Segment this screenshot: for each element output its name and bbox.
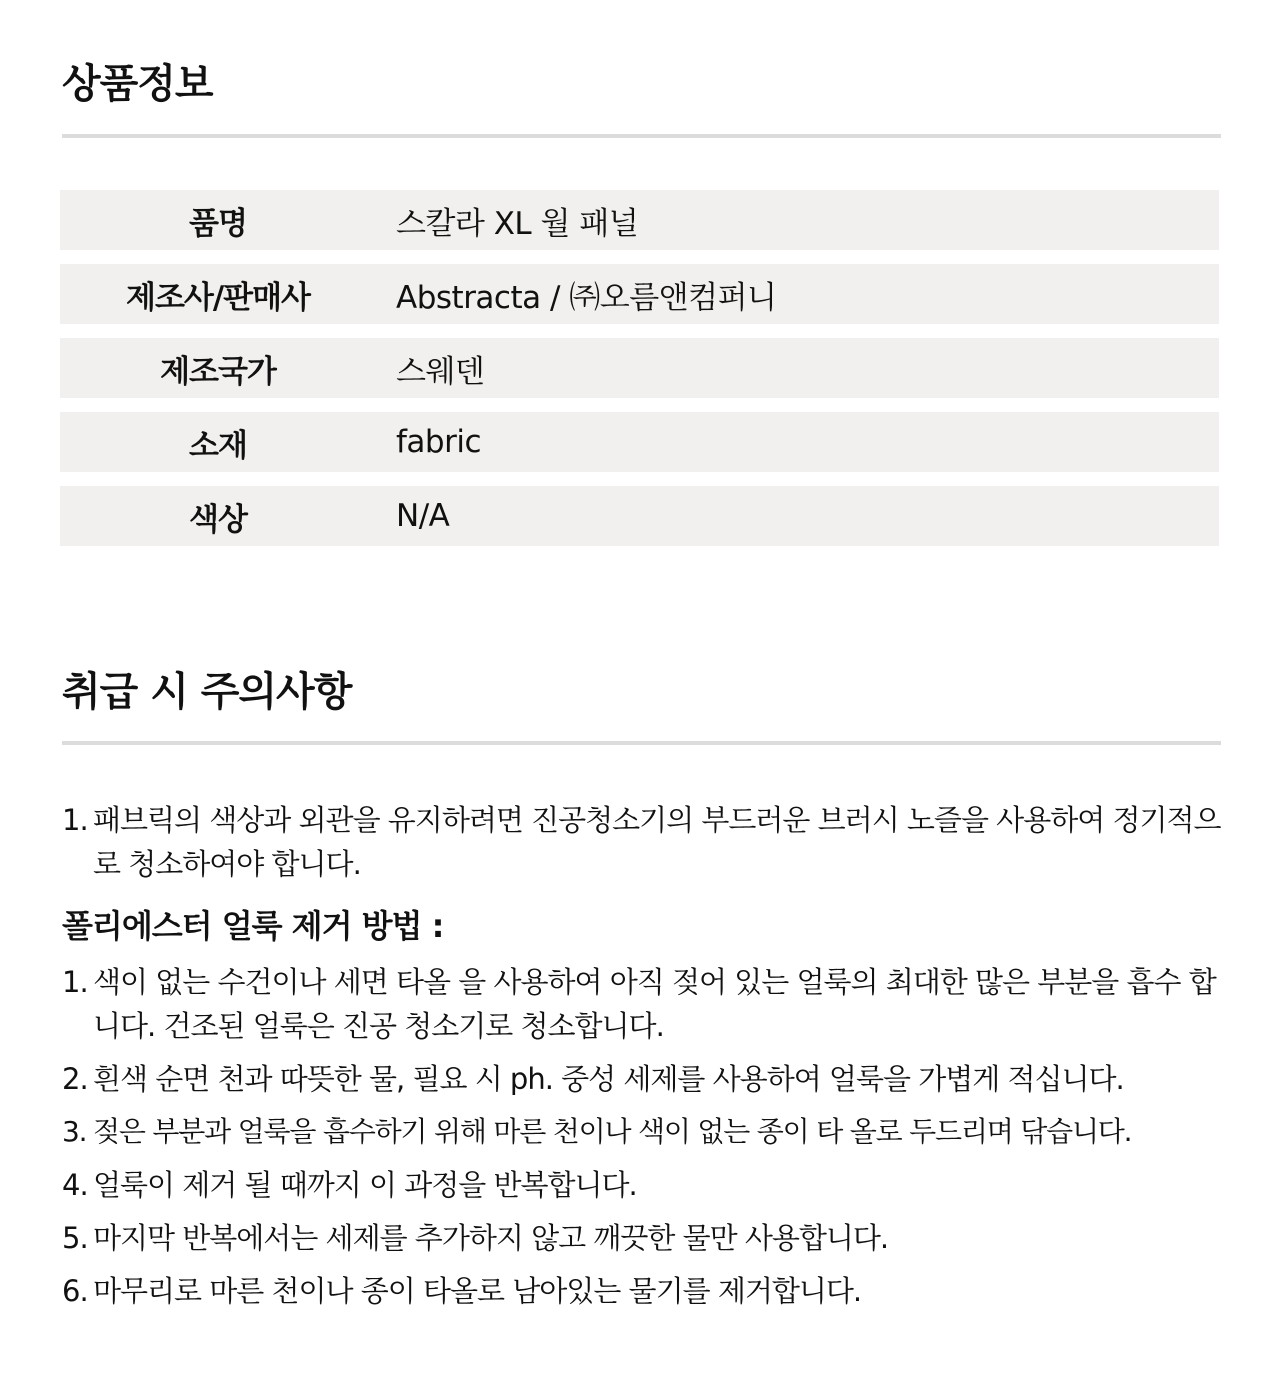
- list-number: 6.: [62, 1274, 88, 1308]
- info-value: fabric: [396, 424, 481, 460]
- care-instructions: [62, 798, 1232, 1322]
- list-item: [62, 798, 1232, 886]
- list-number: 1.: [62, 803, 88, 837]
- care-title: 취급 시 주의사항: [62, 669, 352, 715]
- info-row-color: [60, 486, 1219, 546]
- info-row-country: [60, 338, 1219, 398]
- info-row-name: [60, 190, 1219, 250]
- list-text: 마무리로 마른 천이나 종이 타올로 남아있는 물기를 제거합니다.: [93, 1274, 862, 1308]
- list-number: 1.: [62, 965, 88, 999]
- info-value: 스칼라 XL 월 패널: [396, 205, 639, 242]
- info-value: N/A: [396, 498, 450, 534]
- info-label: 품명: [189, 205, 247, 242]
- list-number: 4.: [62, 1168, 88, 1202]
- general-care-list: [62, 798, 1232, 886]
- list-item: [62, 1110, 1232, 1154]
- care-divider: [62, 741, 1221, 745]
- product-info-table: [60, 190, 1219, 560]
- stain-removal-title: 폴리에스터 얼룩 제거 방법 :: [62, 907, 444, 945]
- list-item: [62, 960, 1232, 1048]
- list-text: 패브릭의 색상과 외관을 유지하려면 진공청소기의 부드러운 브러시 노즐을 사용하여 정기적으로 청소하여야 합니다.: [93, 803, 1221, 881]
- list-number: 3.: [62, 1115, 87, 1148]
- stain-removal-list: [62, 960, 1232, 1313]
- info-value: Abstracta / ㈜오름앤컴퍼니: [396, 279, 777, 316]
- info-row-manufacturer: [60, 264, 1219, 324]
- info-label: 제조국가: [160, 353, 276, 390]
- list-text: 얼룩이 제거 될 때까지 이 과정을 반복합니다.: [93, 1168, 637, 1202]
- list-number: 5.: [62, 1221, 88, 1255]
- list-item: [62, 1057, 1232, 1101]
- list-text: 마지막 반복에서는 세제를 추가하지 않고 깨끗한 물만 사용합니다.: [93, 1221, 889, 1255]
- list-number: 2.: [62, 1062, 88, 1096]
- info-label: 제조사/판매사: [126, 279, 310, 316]
- info-label: 색상: [189, 501, 247, 538]
- list-text: 색이 없는 수건이나 세면 타올 을 사용하여 아직 젖어 있는 얼룩의 최대한 많은 부분을 흡수 합니다. 건조된 얼룩은 진공 청소기로 청소합니다.: [93, 965, 1216, 1043]
- info-value: 스웨덴: [396, 353, 485, 390]
- product-info-divider: [62, 134, 1221, 138]
- list-text: 흰색 순면 천과 따뜻한 물, 필요 시 ph. 중성 세제를 사용하여 얼룩을 가볍게 적십니다.: [93, 1062, 1124, 1096]
- list-item: [62, 1216, 1232, 1260]
- info-row-material: [60, 412, 1219, 472]
- list-text: 젖은 부분과 얼룩을 흡수하기 위해 마른 천이나 색이 없는 종이 타 올로 두드리며 닦습니다.: [93, 1115, 1132, 1148]
- list-item: [62, 1269, 1232, 1313]
- info-label: 소재: [189, 427, 247, 464]
- product-info-title: 상품정보: [62, 61, 213, 107]
- list-item: [62, 1163, 1232, 1207]
